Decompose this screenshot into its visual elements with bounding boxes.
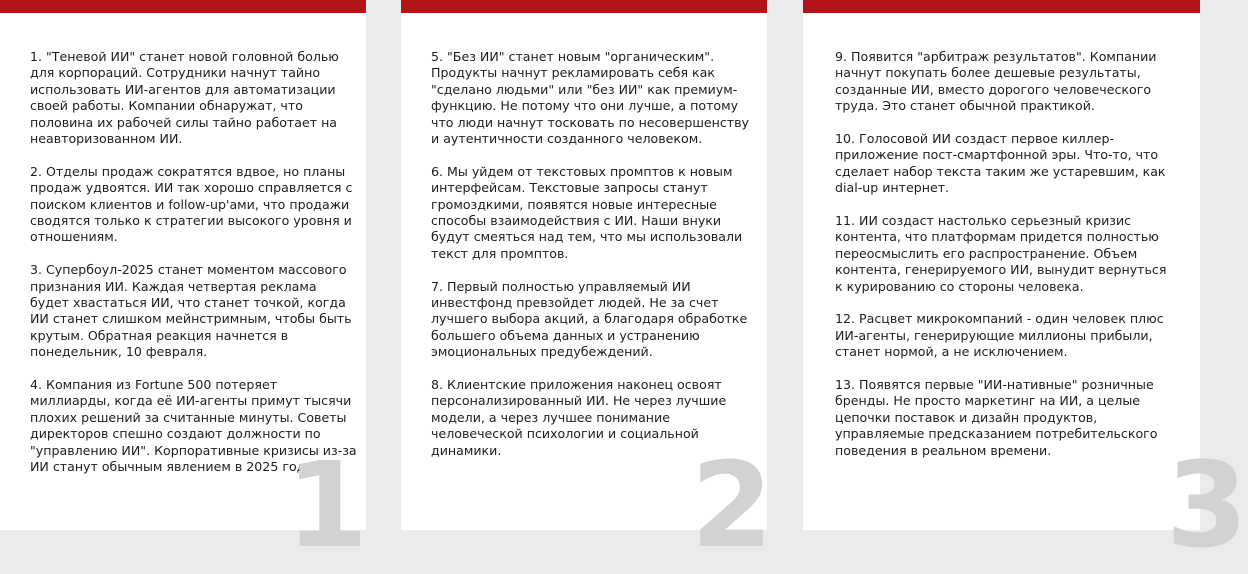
prediction-list xyxy=(431,49,759,476)
prediction-list xyxy=(30,49,358,492)
slide-panel-3 xyxy=(803,0,1248,574)
prediction-item: 11. ИИ создаст настолько серьезный кризис контента, что платформам придется полностью переосмыслить его распространение. Объем контента, генерируемого ИИ, вынудит вернуться к курированию со стороны человека. xyxy=(835,213,1167,294)
prediction-item: 5. "Без ИИ" станет новым "органическим". Продукты начнут рекламировать себя как "сделано людьми" или "без ИИ" как премиум-функцию. Не потому что они лучше, а потому что люди начнут тосковать по несовершенству и аутентичности созданного человеком. xyxy=(431,49,749,147)
slide-number: 3 xyxy=(1165,436,1248,574)
prediction-item: 4. Компания из Fortune 500 потеряет миллиарды, когда её ИИ-агенты примут тысячи плохих решений за считанные минуты. Советы директоров спешно создают должности по "управлению ИИ". Корпоративные кризисы из-за ИИ станут обычным явлением в 2025 году. xyxy=(30,377,357,475)
prediction-item: 7. Первый полностью управляемый ИИ инвестфонд превзойдет людей. Не за счет лучшего выбора акций, а благодаря обработке большего объема данных и устранению эмоциональных предубеждений. xyxy=(431,278,748,360)
slide-number: 1 xyxy=(285,436,368,574)
prediction-item: 6. Мы уйдем от текстовых промптов к новым интерфейсам. Текстовые запросы станут громоздкими, появятся новые интересные способы взаимодействия с ИИ. Наши внуки будут смеяться над тем, что мы использовали текст для промптов. xyxy=(431,163,743,261)
slide-panel-1 xyxy=(0,0,368,574)
prediction-item: 13. Появятся первые "ИИ-нативные" розничные бренды. Не просто маркетинг на ИИ, а целые цепочки поставок и дизайн продуктов, управляемые предсказанием потребительского поведения в реальном времени. xyxy=(835,377,1158,458)
prediction-item: 10. Голосовой ИИ создаст первое киллер-приложение пост-смартфонной эры. Что-то, что сделает набор текста таким же устаревшим, как dial-up интернет. xyxy=(835,131,1166,196)
accent-bar xyxy=(803,0,1200,13)
prediction-item: 1. "Теневой ИИ" станет новой головной болью для корпораций. Сотрудники начнут тайно использовать ИИ-агентов для автоматизации своей работы. Компании обнаружат, что половина их рабочей силы тайно работает на неавторизованном ИИ. xyxy=(30,49,339,147)
accent-bar xyxy=(0,0,366,13)
prediction-item: 12. Расцвет микрокомпаний - один человек плюс ИИ-агенты, генерирующие миллионы прибыли, станет нормой, а не исключением. xyxy=(835,311,1164,360)
accent-bar xyxy=(401,0,767,13)
prediction-item: 8. Клиентские приложения наконец освоят персонализированный ИИ. Не через лучшие модели, а через лучшее понимание человеческой психологии и социальной динамики. xyxy=(431,377,727,458)
prediction-item: 3. Супербоул-2025 станет моментом массового признания ИИ. Каждая четвертая реклама будет хвастаться ИИ, что станет точкой, когда ИИ станет слишком мейнстримным, чтобы быть крутым. Обратная реакция начнется в понедельник, 10 февраля. xyxy=(30,262,352,360)
prediction-item: 2. Отделы продаж сократятся вдвое, но планы продаж удвоятся. ИИ так хорошо справляется с поиском клиентов и follow-up'ами, что продажи сводятся только к стратегии высокого уровня и отношениям. xyxy=(30,163,353,245)
slide-panel-2 xyxy=(401,0,773,574)
prediction-list xyxy=(835,49,1167,475)
slide-number: 2 xyxy=(690,436,773,574)
prediction-item: 9. Появится "арбитраж результатов". Компании начнут покупать более дешевые результаты, созданные ИИ, вместо дорогого человеческого труда. Это станет обычной практикой. xyxy=(835,49,1157,114)
